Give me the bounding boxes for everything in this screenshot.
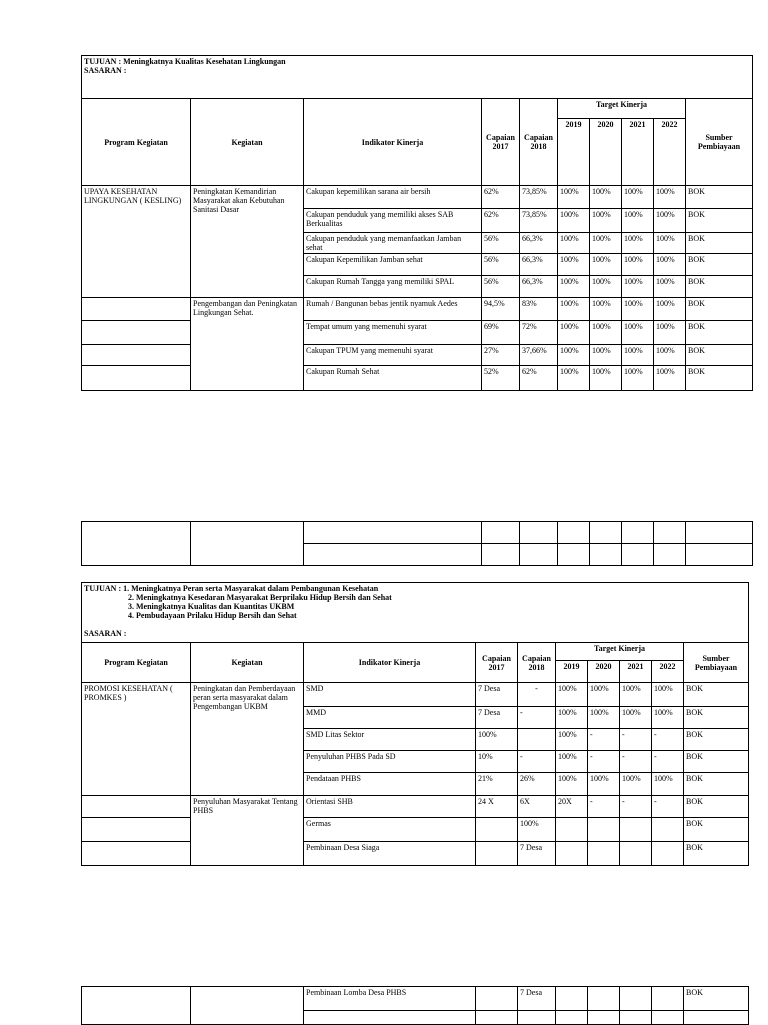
- empty-cell: [304, 522, 482, 544]
- source-cell: BOK: [684, 842, 749, 866]
- kegiatan-cell: Penyuluhan Masyarakat Tentang PHBS: [191, 796, 304, 866]
- value-cell: 100%: [620, 707, 652, 729]
- value-cell: 66,3%: [520, 276, 558, 298]
- header-indikator: Indikator Kinerja: [304, 643, 476, 683]
- value-cell: 73,85%: [520, 209, 558, 233]
- value-cell: 100%: [590, 276, 622, 298]
- value-cell: 83%: [520, 298, 558, 321]
- indikator-cell: Orientasi SHB: [304, 796, 476, 818]
- value-cell: 94,5%: [482, 298, 520, 321]
- header-year: 2020: [590, 119, 622, 186]
- indikator-cell: Rumah / Bangunan bebas jentik nyamuk Aedes: [304, 298, 482, 321]
- value-cell: 100%: [652, 683, 684, 707]
- kegiatan-cell: Peningkatan dan Pemberdayaan peran serta masyarakat dalam Pengembangan UKBM: [191, 683, 304, 796]
- source-cell: BOK: [686, 321, 753, 345]
- value-cell: 100%: [622, 209, 654, 233]
- source-cell: BOK: [686, 186, 753, 209]
- value-cell: 100%: [654, 186, 686, 209]
- value-cell: [652, 842, 684, 866]
- value-cell: -: [652, 796, 684, 818]
- value-cell: -: [652, 729, 684, 751]
- source-cell: BOK: [686, 254, 753, 276]
- table-promkes-continuation: [81, 986, 749, 1025]
- source-cell: BOK: [684, 818, 749, 842]
- value-cell: 100%: [654, 321, 686, 345]
- indikator-cell: Cakupan Rumah Tangga yang memiliki SPAL: [304, 276, 482, 298]
- header-year: 2019: [556, 661, 588, 683]
- value-cell: [476, 842, 518, 866]
- value-cell: 100%: [652, 773, 684, 796]
- empty-cell: [622, 522, 654, 544]
- header-kegiatan: Kegiatan: [191, 99, 304, 186]
- value-cell: 100%: [590, 186, 622, 209]
- program-cell-empty: [82, 796, 191, 818]
- value-cell: 72%: [520, 321, 558, 345]
- value-cell: 100%: [558, 345, 590, 366]
- tujuan-sasaran-cell: [82, 56, 753, 99]
- indikator-cell: Cakupan penduduk yang memiliki akses SAB Berkualitas: [304, 209, 482, 233]
- value-cell: 100%: [556, 707, 588, 729]
- value-cell: 100%: [654, 233, 686, 254]
- value-cell: -: [588, 796, 620, 818]
- value-cell: [588, 987, 620, 1011]
- value-cell: -: [620, 751, 652, 773]
- empty-cell: [652, 1011, 684, 1025]
- tujuan-line: 2. Meningkatnya Kesedaran Masyarakat Berprilaku Hidup Bersih dan Sehat: [128, 593, 392, 602]
- value-cell: [588, 842, 620, 866]
- indikator-cell: Tempat umum yang memenuhi syarat: [304, 321, 482, 345]
- value-cell: 100%: [558, 254, 590, 276]
- header-kegiatan: Kegiatan: [191, 643, 304, 683]
- value-cell: 56%: [482, 233, 520, 254]
- value-cell: 100%: [654, 298, 686, 321]
- value-cell: 100%: [476, 729, 518, 751]
- value-cell: [556, 987, 588, 1011]
- table-row: [82, 818, 749, 842]
- indikator-cell: Germas: [304, 818, 476, 842]
- value-cell: 21%: [476, 773, 518, 796]
- value-cell: 56%: [482, 276, 520, 298]
- value-cell: [556, 842, 588, 866]
- empty-cell: [686, 544, 753, 566]
- value-cell: 6X: [518, 796, 556, 818]
- table-row: [82, 345, 753, 366]
- table-row: [82, 321, 753, 345]
- empty-cell: [304, 1011, 476, 1025]
- sasaran-text: SASARAN :: [84, 66, 127, 75]
- tujuan-line: 4. Pembudayaan Prilaku Hidup Bersih dan Sehat: [128, 611, 297, 620]
- value-cell: -: [588, 729, 620, 751]
- header-year: 2020: [588, 661, 620, 683]
- value-cell: 56%: [482, 254, 520, 276]
- value-cell: 100%: [556, 729, 588, 751]
- header-capaian-2017: Capaian 2017: [482, 99, 520, 186]
- empty-cell: [654, 522, 686, 544]
- header-year: 2022: [652, 661, 684, 683]
- program-cell: UPAYA KESEHATAN LINGKUNGAN ( KESLING): [82, 186, 191, 298]
- empty-cell: [518, 1011, 556, 1025]
- value-cell: 100%: [590, 321, 622, 345]
- value-cell: 100%: [654, 345, 686, 366]
- value-cell: 100%: [590, 366, 622, 391]
- value-cell: -: [620, 729, 652, 751]
- value-cell: [652, 818, 684, 842]
- source-cell: BOK: [684, 729, 749, 751]
- header-target: Target Kinerja: [556, 643, 684, 661]
- value-cell: 100%: [558, 186, 590, 209]
- value-cell: 7 Desa: [518, 987, 556, 1011]
- value-cell: 100%: [558, 276, 590, 298]
- header-year: 2021: [622, 119, 654, 186]
- indikator-cell: SMD: [304, 683, 476, 707]
- empty-cell: [520, 544, 558, 566]
- value-cell: 100%: [622, 276, 654, 298]
- indikator-cell: Cakupan Kepemilikan Jamban sehat: [304, 254, 482, 276]
- tujuan-line: TUJUAN : 1. Meningkatnya Peran serta Masyarakat dalam Pembangunan Kesehatan: [84, 584, 379, 593]
- value-cell: 100%: [590, 254, 622, 276]
- value-cell: 7 Desa: [518, 842, 556, 866]
- source-cell: BOK: [686, 366, 753, 391]
- header-target: Target Kinerja: [558, 99, 686, 119]
- source-cell: BOK: [684, 751, 749, 773]
- value-cell: [476, 987, 518, 1011]
- header-sumber: Sumber Pembiayaan: [686, 99, 753, 186]
- value-cell: 100%: [622, 298, 654, 321]
- value-cell: [620, 818, 652, 842]
- value-cell: 24 X: [476, 796, 518, 818]
- program-cell-empty: [82, 298, 191, 321]
- source-cell: BOK: [686, 298, 753, 321]
- value-cell: 73,85%: [520, 186, 558, 209]
- value-cell: 100%: [590, 233, 622, 254]
- header-program: Program Kegiatan: [82, 643, 191, 683]
- source-cell: BOK: [686, 233, 753, 254]
- value-cell: 100%: [590, 298, 622, 321]
- value-cell: 100%: [588, 773, 620, 796]
- value-cell: 100%: [590, 345, 622, 366]
- program-cell-empty: [82, 345, 191, 366]
- value-cell: 69%: [482, 321, 520, 345]
- value-cell: 100%: [622, 321, 654, 345]
- value-cell: [556, 818, 588, 842]
- indikator-cell: Cakupan TPUM yang memenuhi syarat: [304, 345, 482, 366]
- header-capaian-2018: Capaian 2018: [520, 99, 558, 186]
- empty-cell: [654, 544, 686, 566]
- empty-cell: [588, 1011, 620, 1025]
- kegiatan-cell: Pengembangan dan Peningkatan Lingkungan Sehat.: [191, 298, 304, 391]
- value-cell: -: [518, 683, 556, 707]
- program-cell: PROMOSI KESEHATAN ( PROMKES ): [82, 683, 191, 796]
- empty-cell: [82, 522, 191, 566]
- tujuan-line: 3. Meningkatnya Kualitas dan Kuantitas UKBM: [128, 602, 295, 611]
- value-cell: 100%: [622, 345, 654, 366]
- table-row: [82, 796, 749, 818]
- indikator-cell: Pendataan PHBS: [304, 773, 476, 796]
- source-cell: BOK: [684, 987, 749, 1011]
- empty-cell: [622, 544, 654, 566]
- source-cell: BOK: [686, 276, 753, 298]
- value-cell: 100%: [556, 683, 588, 707]
- value-cell: 62%: [482, 209, 520, 233]
- header-year: 2022: [654, 119, 686, 186]
- indikator-cell: Pembinaan Lomba Desa PHBS: [304, 987, 476, 1011]
- table-row: [82, 186, 753, 209]
- empty-cell: [558, 544, 590, 566]
- indikator-cell: SMD Litas Sektor: [304, 729, 476, 751]
- indikator-cell: MMD: [304, 707, 476, 729]
- value-cell: 100%: [654, 254, 686, 276]
- header-capaian-2018: Capaian 2018: [518, 643, 556, 683]
- value-cell: 62%: [482, 186, 520, 209]
- value-cell: 100%: [558, 233, 590, 254]
- value-cell: 66,3%: [520, 233, 558, 254]
- value-cell: 66,3%: [520, 254, 558, 276]
- header-indikator: Indikator Kinerja: [304, 99, 482, 186]
- value-cell: 100%: [556, 773, 588, 796]
- program-cell-empty: [82, 818, 191, 842]
- value-cell: 100%: [622, 366, 654, 391]
- table-row: [82, 683, 749, 707]
- empty-cell: [191, 522, 304, 566]
- table-row: [82, 522, 753, 544]
- value-cell: -: [518, 707, 556, 729]
- value-cell: -: [620, 796, 652, 818]
- empty-cell: [684, 1011, 749, 1025]
- empty-cell: [556, 1011, 588, 1025]
- value-cell: 100%: [558, 366, 590, 391]
- empty-cell: [476, 1011, 518, 1025]
- indikator-cell: Cakupan Rumah Sehat: [304, 366, 482, 391]
- value-cell: 100%: [620, 683, 652, 707]
- empty-cell: [482, 544, 520, 566]
- sasaran-text: SASARAN :: [84, 629, 127, 638]
- empty-cell: [686, 522, 753, 544]
- header-sumber: Sumber Pembiayaan: [684, 643, 749, 683]
- empty-cell: [558, 522, 590, 544]
- header-year: 2021: [620, 661, 652, 683]
- value-cell: 100%: [622, 186, 654, 209]
- value-cell: 62%: [520, 366, 558, 391]
- value-cell: [652, 987, 684, 1011]
- tujuan-text: TUJUAN : Meningkatnya Kualitas Kesehatan Lingkungan: [84, 57, 286, 66]
- value-cell: [620, 987, 652, 1011]
- header-capaian-2017: Capaian 2017: [476, 643, 518, 683]
- value-cell: 100%: [558, 298, 590, 321]
- program-cell-empty: [82, 366, 191, 391]
- empty-cell: [520, 522, 558, 544]
- value-cell: 100%: [654, 209, 686, 233]
- value-cell: 52%: [482, 366, 520, 391]
- indikator-cell: Pembinaan Desa Siaga: [304, 842, 476, 866]
- value-cell: 100%: [588, 683, 620, 707]
- value-cell: 26%: [518, 773, 556, 796]
- empty-cell: [590, 544, 622, 566]
- source-cell: BOK: [686, 209, 753, 233]
- header-program: Program Kegiatan: [82, 99, 191, 186]
- value-cell: -: [518, 751, 556, 773]
- indikator-cell: Penyuluhan PHBS Pada SD: [304, 751, 476, 773]
- value-cell: 7 Desa: [476, 707, 518, 729]
- value-cell: 100%: [556, 751, 588, 773]
- source-cell: BOK: [684, 683, 749, 707]
- value-cell: 100%: [558, 209, 590, 233]
- value-cell: 100%: [590, 209, 622, 233]
- table-row: [82, 366, 753, 391]
- value-cell: [620, 842, 652, 866]
- empty-cell: [304, 544, 482, 566]
- table-promkes: [81, 582, 749, 866]
- indikator-cell: Cakupan kepemilikan sarana air bersih: [304, 186, 482, 209]
- value-cell: 37,66%: [520, 345, 558, 366]
- value-cell: 100%: [518, 818, 556, 842]
- value-cell: 20X: [556, 796, 588, 818]
- value-cell: -: [652, 751, 684, 773]
- value-cell: 10%: [476, 751, 518, 773]
- value-cell: 100%: [652, 707, 684, 729]
- value-cell: [588, 818, 620, 842]
- value-cell: 27%: [482, 345, 520, 366]
- value-cell: 100%: [654, 276, 686, 298]
- source-cell: BOK: [684, 773, 749, 796]
- value-cell: 100%: [620, 773, 652, 796]
- value-cell: 100%: [588, 707, 620, 729]
- value-cell: 100%: [622, 233, 654, 254]
- value-cell: 100%: [558, 321, 590, 345]
- tujuan-sasaran-cell: [82, 583, 749, 643]
- table-row: [82, 842, 749, 866]
- source-cell: BOK: [686, 345, 753, 366]
- empty-cell: [82, 987, 191, 1025]
- table-row: [82, 987, 749, 1011]
- indikator-cell: Cakupan penduduk yang memanfaatkan Jamban sehat: [304, 233, 482, 254]
- table-empty-continuation: [81, 521, 753, 566]
- empty-cell: [590, 522, 622, 544]
- value-cell: [518, 729, 556, 751]
- kegiatan-cell: Peningkatan Kemandirian Masyarakat akan Kebutuhan Sanitasi Dasar: [191, 186, 304, 298]
- program-cell-empty: [82, 321, 191, 345]
- empty-cell: [482, 522, 520, 544]
- table-row: [82, 298, 753, 321]
- source-cell: BOK: [684, 707, 749, 729]
- value-cell: -: [588, 751, 620, 773]
- program-cell-empty: [82, 842, 191, 866]
- table-kesling: [81, 55, 753, 391]
- value-cell: [476, 818, 518, 842]
- empty-cell: [620, 1011, 652, 1025]
- empty-cell: [191, 987, 304, 1025]
- source-cell: BOK: [684, 796, 749, 818]
- value-cell: 7 Desa: [476, 683, 518, 707]
- value-cell: 100%: [622, 254, 654, 276]
- value-cell: 100%: [654, 366, 686, 391]
- header-year: 2019: [558, 119, 590, 186]
